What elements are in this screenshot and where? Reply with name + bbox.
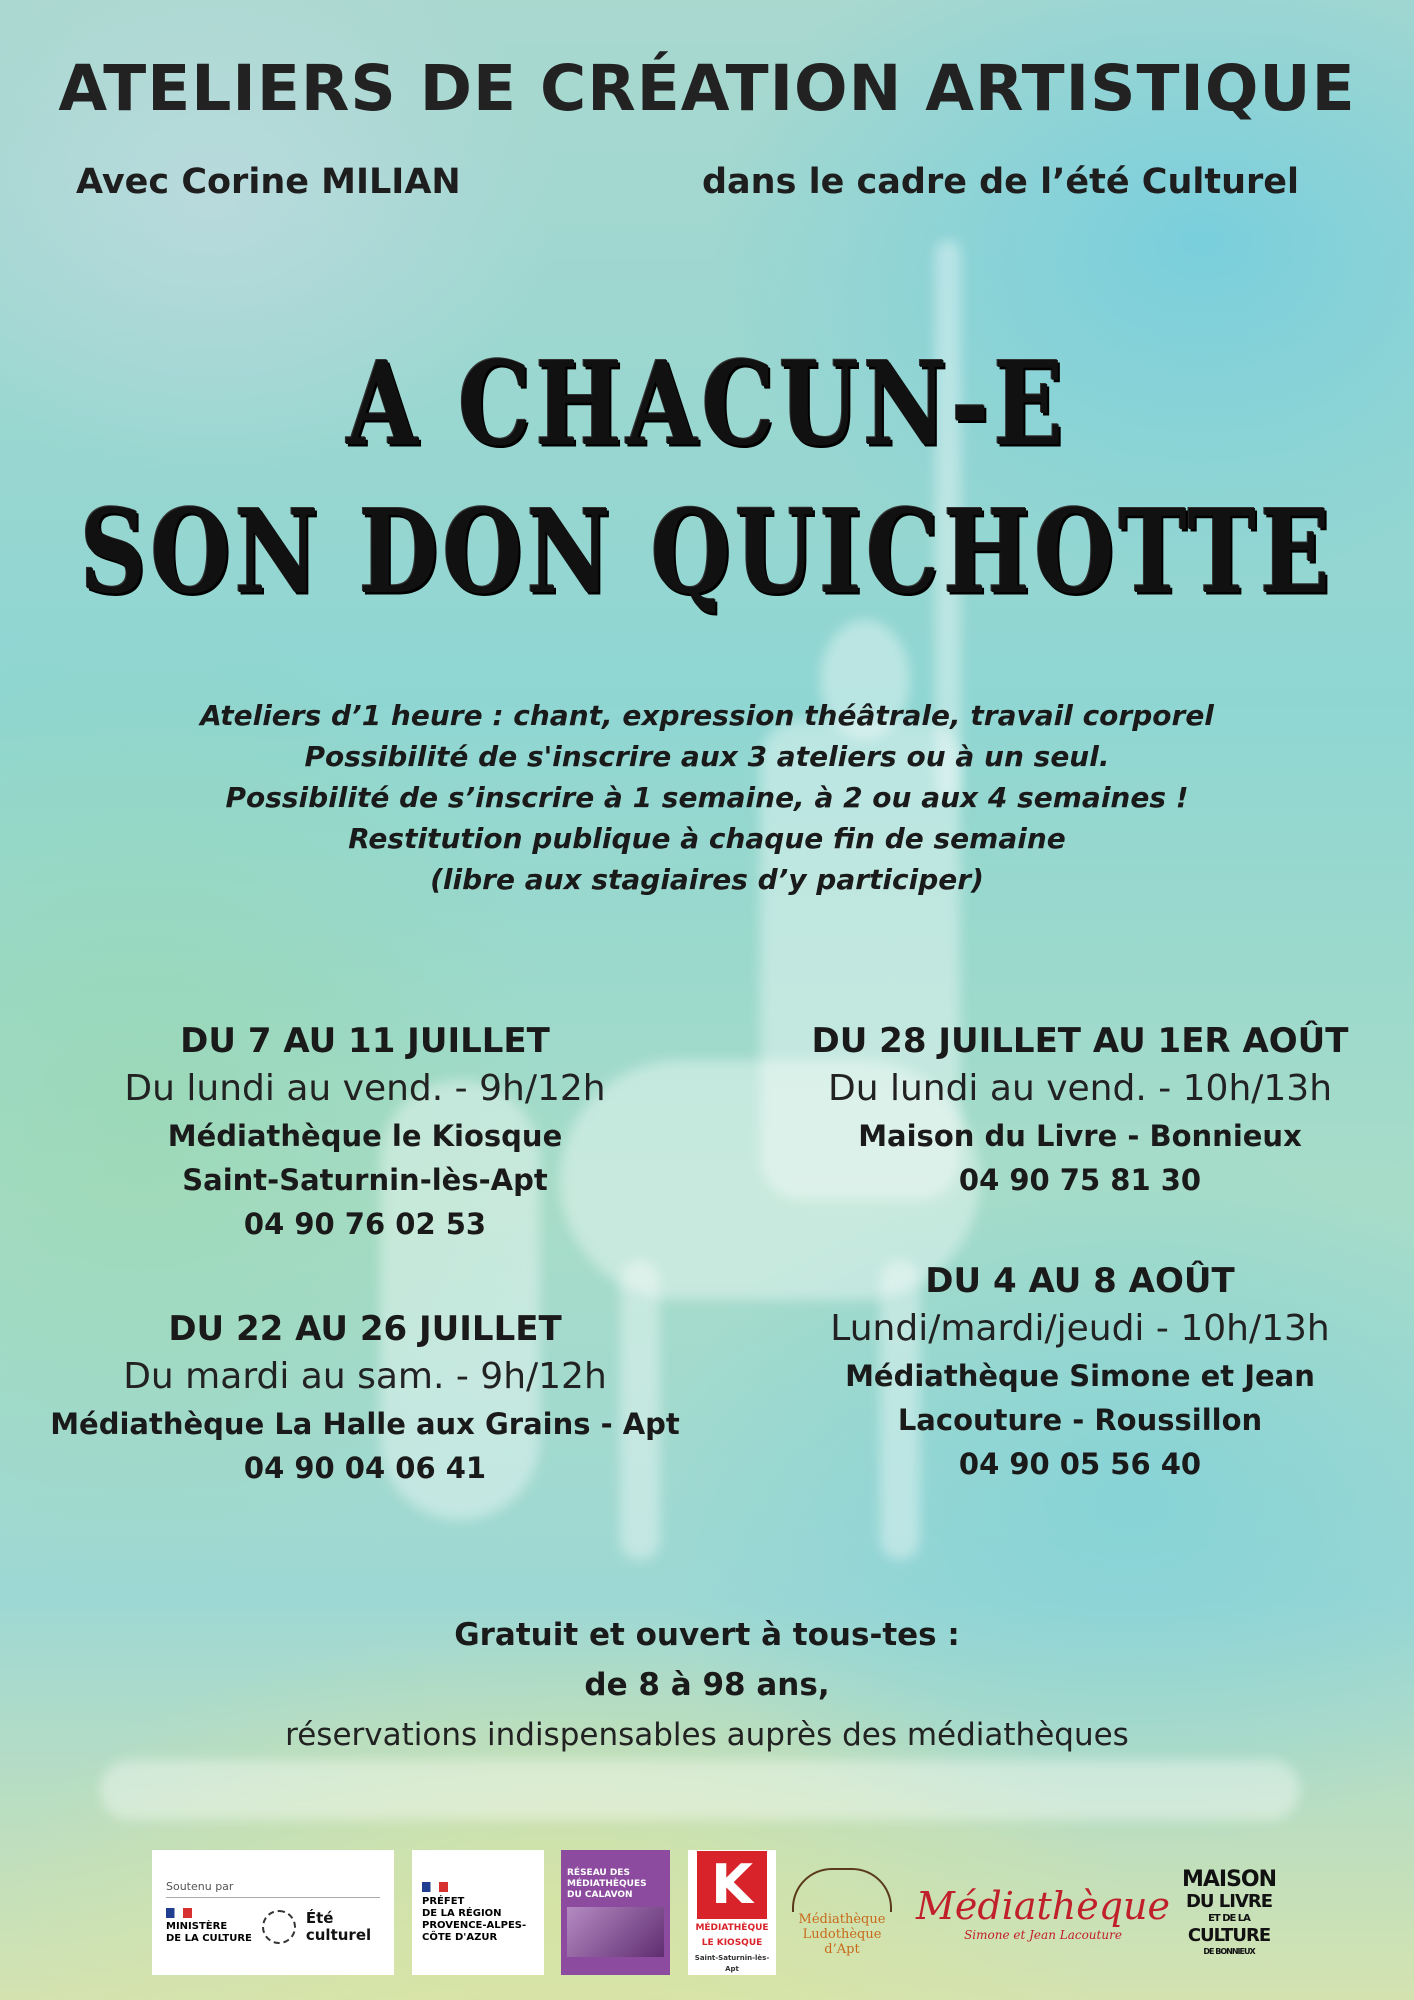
session-dates: DU 22 AU 26 JUILLET — [168, 1309, 562, 1349]
description-line: Restitution publique à chaque fin de semaine — [348, 822, 1066, 855]
session-1 — [40, 1018, 690, 1246]
description-line: Possibilité de s'inscrire aux 3 ateliers ou à un seul. — [304, 740, 1110, 773]
logo-mediatheque-sub: Simone et Jean Lacouture — [964, 1927, 1122, 1942]
session-place: Médiathèque La Halle aux Grains - Apt — [50, 1407, 680, 1441]
sun-icon — [262, 1910, 296, 1944]
french-flag-icon — [166, 1908, 192, 1918]
logo-maison-du-livre — [1181, 1850, 1277, 1975]
logo-ete-text: culturel — [305, 1925, 372, 1944]
show-title-line-1: A CHACUN-E — [346, 336, 1068, 472]
footer-booking: réservations indispensables auprès des médiathèques — [285, 1717, 1129, 1753]
logo-ete-text: Été — [305, 1908, 334, 1927]
logo-maison-text: MAISON — [1181, 1866, 1277, 1892]
partner-logos — [0, 1850, 1414, 1980]
logo-prefet-text: CÔTE D'AZUR — [422, 1931, 498, 1943]
session-dates: DU 28 JUILLET AU 1ER AOÛT — [811, 1021, 1349, 1061]
session-days: Du lundi au vend. - 10h/13h — [827, 1068, 1333, 1109]
logo-supported-label: Soutenu par — [166, 1880, 380, 1898]
logo-prefet-text: PRÉFET — [422, 1895, 465, 1907]
session-place: Lacouture - Roussillon — [897, 1403, 1263, 1437]
session-phone: 04 90 04 06 41 — [243, 1451, 487, 1485]
logo-reseau-text: RÉSEAU DES — [567, 1868, 630, 1878]
logo-le-kiosque — [688, 1850, 776, 1975]
main-title: ATELIERS DE CRÉATION ARTISTIQUE — [58, 52, 1356, 125]
description — [0, 695, 1414, 900]
logo-maison-text: DE BONNIEUX — [1203, 1946, 1255, 1956]
logo-kiosque-text: LE KIOSQUE — [701, 1937, 763, 1948]
logo-reseau-text: DU CALAVON — [567, 1890, 633, 1900]
session-phone: 04 90 75 81 30 — [958, 1163, 1202, 1197]
session-dates: DU 4 AU 8 AOÛT — [925, 1261, 1235, 1301]
session-place: Médiathèque Simone et Jean — [845, 1359, 1315, 1393]
logo-ministere-culture — [152, 1850, 394, 1975]
subtitle-artist: Avec Corine MILIAN — [76, 162, 461, 202]
session-2 — [40, 1306, 690, 1490]
logo-ministry-text: MINISTÈRE — [166, 1921, 228, 1932]
logo-maison-text: DU LIVRE — [1185, 1890, 1273, 1912]
logo-ministry-text: DE LA CULTURE — [166, 1933, 252, 1944]
logo-kiosque-town: Saint-Saturnin-lès-Apt — [694, 1953, 770, 1973]
description-line: Possibilité de s’inscrire à 1 semaine, à 2 ou aux 4 semaines ! — [225, 781, 1189, 814]
footer-free: Gratuit et ouvert à tous-tes : — [454, 1617, 960, 1653]
logo-kiosque-text: MÉDIATHÈQUE — [695, 1922, 769, 1933]
session-phone: 04 90 05 56 40 — [958, 1447, 1202, 1481]
logo-ludo-text: d’Apt — [824, 1942, 860, 1957]
show-title-line-2: SON DON QUICHOTTE — [79, 484, 1335, 620]
logo-mediatheque-lacouture — [915, 1850, 1171, 1975]
logo-ludo-text: Ludothèque — [802, 1927, 882, 1942]
logo-reseau-mediatheques — [561, 1850, 670, 1975]
session-place: Maison du Livre - Bonnieux — [858, 1119, 1302, 1153]
session-days: Du lundi au vend. - 9h/12h — [124, 1068, 606, 1109]
subtitle-context: dans le cadre de l’été Culturel — [702, 162, 1300, 202]
logo-maison-text: ET DE LA — [1208, 1912, 1250, 1924]
session-phone: 04 90 76 02 53 — [243, 1207, 487, 1241]
logo-maison-text: CULTURE — [1187, 1924, 1271, 1946]
description-line: (libre aux stagiaires d’y participer) — [430, 863, 984, 896]
footer-ages: de 8 à 98 ans, — [584, 1667, 830, 1703]
session-3 — [755, 1018, 1405, 1202]
ghost-figure-ground — [100, 1760, 1300, 1820]
session-dates: DU 7 AU 11 JUILLET — [180, 1021, 550, 1061]
book-image-icon — [567, 1907, 664, 1957]
session-days: Lundi/mardi/jeudi - 10h/13h — [830, 1308, 1330, 1349]
french-flag-icon — [422, 1882, 448, 1892]
session-4 — [755, 1258, 1405, 1486]
session-days: Du mardi au sam. - 9h/12h — [123, 1356, 607, 1397]
logo-mediatheque-text: Médiathèque — [915, 1883, 1171, 1928]
logo-prefet-region — [412, 1850, 544, 1975]
session-place: Saint-Saturnin-lès-Apt — [182, 1163, 548, 1197]
logo-prefet-text: PROVENCE-ALPES- — [422, 1919, 527, 1931]
description-line: Ateliers d’1 heure : chant, expression théâtrale, travail corporel — [200, 699, 1214, 732]
logo-ludo-text: Médiathèque — [798, 1912, 886, 1927]
logo-reseau-text: MÉDIATHÈQUES — [567, 1879, 647, 1889]
session-place: Médiathèque le Kiosque — [167, 1119, 563, 1153]
arches-icon — [792, 1868, 892, 1912]
logo-ludotheque-apt — [790, 1850, 894, 1975]
kiosque-k-icon: K — [697, 1851, 767, 1919]
logo-prefet-text: DE LA RÉGION — [422, 1907, 502, 1919]
